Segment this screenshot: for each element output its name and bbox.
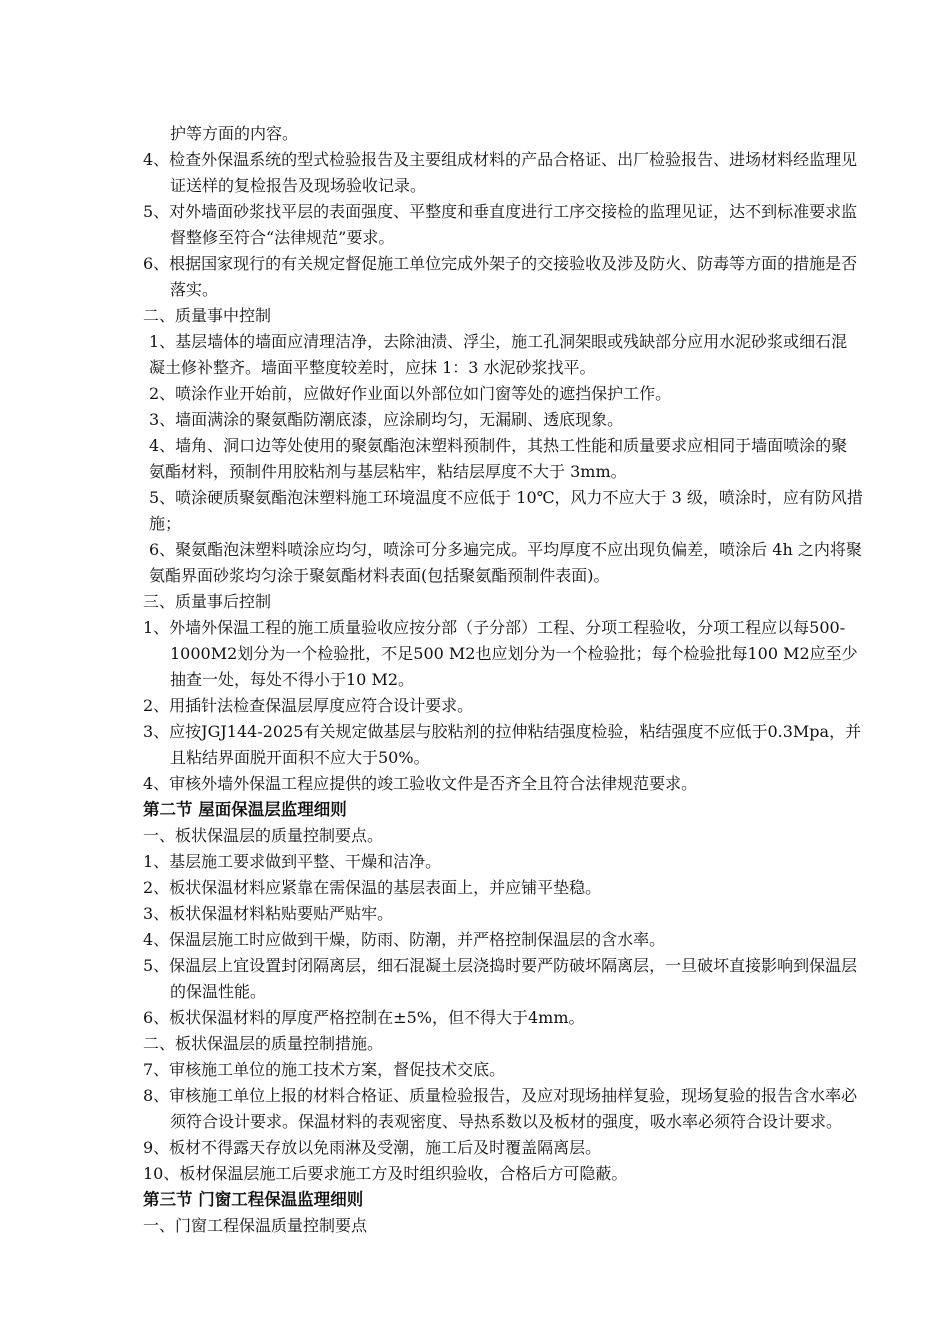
roof-item-4: 4、保温层施工时应做到干燥，防雨、防潮，并严格控制保温层的含水率。 [143,930,666,949]
list-item-3: 3、应按JGJ144-2025有关规定做基层与胶粘剂的拉伸粘结强度检验，粘结强度不应低于0.3Mpa，并且粘结界面脱开面积不应大于50%。 [143,722,862,767]
roof-item-9: 9、板材不得露天存放以免雨淋及受潮，施工后及时覆盖隔离层。 [143,1138,602,1157]
list-item-1: 1、外墙外保温工程的施工质量验收应按分部（子分部）工程、分项工程验收，分项工程应以每500-1000M2划分为一个检验批，不足500 M2也应划分为一个检验批；每个检验批每100 M2应至少抽查一处，每处不得小于10 M2。 [143,618,858,689]
document-page [143,121,863,1239]
paragraph-continuation: 护等方面的内容。 [170,124,299,143]
list-item-4: 4、检查外保温系统的型式检验报告及主要组成材料的产品合格证、出厂检验报告、进场材料经监理见证送样的复检报告及现场验收记录。 [143,150,858,195]
paragraph-item-4: 4、墙角、洞口边等处使用的聚氨酯泡沫塑料预制件，其热工性能和质量要求应相同于墙面喷涂的聚氨酯材料，预制件用胶粘剂与基层粘牢，粘结层厚度不大于 3mm。 [149,436,848,481]
roof-item-1: 1、基层施工要求做到平整、干燥和洁净。 [143,852,442,871]
subsection-heading-control-measures: 二、板状保温层的质量控制措施。 [143,1034,384,1053]
paragraph-item-6: 6、聚氨酯泡沫塑料喷涂应均匀，喷涂可分多遍完成。平均厚度不应出现负偏差，喷涂后 4h 之内将聚氨酯界面砂浆均匀涂于聚氨酯材料表面(包括聚氨酯预制件表面)。 [149,540,862,585]
section-heading-in-process-control: 二、质量事中控制 [143,306,272,325]
roof-item-7: 7、审核施工单位的施工技术方案，督促技术交底。 [143,1060,506,1079]
roof-item-3: 3、板状保温材料粘贴要贴严贴牢。 [143,904,394,923]
list-item-5: 5、对外墙面砂浆找平层的表面强度、平整度和垂直度进行工序交接检的监理见证，达不到标准要求监督整修至符合“法律规范”要求。 [143,202,858,247]
list-item-2: 2、用插针法检查保温层厚度应符合设计要求。 [143,696,474,715]
section-heading-post-control: 三、质量事后控制 [143,592,272,611]
section-title-roof: 第二节 屋面保温层监理细则 [143,800,347,819]
paragraph-item-2: 2、喷涂作业开始前，应做好作业面以外部位如门窗等处的遮挡保护工作。 [149,384,672,403]
subsection-heading-control-points: 一、板状保温层的质量控制要点。 [143,826,384,845]
paragraph-item-3: 3、墙面满涂的聚氨酯防潮底漆，应涂刷均匀，无漏刷、透底现象。 [149,410,624,429]
roof-item-10: 10、板材保温层施工后要求施工方及时组织验收，合格后方可隐蔽。 [143,1164,628,1183]
roof-item-6: 6、板状保温材料的厚度严格控制在±5%，但不得大于4mm。 [143,1008,585,1027]
roof-item-5: 5、保温层上宜设置封闭隔离层，细石混凝土层浇捣时要严防破坏隔离层，一旦破坏直接影响到保温层的保温性能。 [143,956,858,1001]
list-item-6: 6、根据国家现行的有关规定督促施工单位完成外架子的交接验收及涉及防火、防毒等方面的措施是否落实。 [143,254,858,299]
list-item-4b: 4、审核外墙外保温工程应提供的竣工验收文件是否齐全且符合法律规范要求。 [143,774,698,793]
paragraph-item-5: 5、喷涂硬质聚氨酯泡沫塑料施工环境温度不应低于 10℃，风力不应大于 3 级，喷涂时，应有防风措施； [149,488,863,533]
paragraph-item-1: 1、基层墙体的墙面应清理洁净，去除油渍、浮尘，施工孔洞架眼或残缺部分应用水泥砂浆或细石混凝土修补整齐。墙面平整度较差时，应抹 1：3 水泥砂浆找平。 [149,332,848,377]
section-title-doors-windows: 第三节 门窗工程保温监理细则 [143,1190,364,1209]
roof-item-2: 2、板状保温材料应紧靠在需保温的基层表面上，并应铺平垫稳。 [143,878,602,897]
subsection-heading-door-window: 一、门窗工程保温质量控制要点 [143,1216,368,1235]
roof-item-8: 8、审核施工单位上报的材料合格证、质量检验报告，及应对现场抽样复验，现场复验的报告含水率必须符合设计要求。保温材料的表观密度、导热系数以及板材的强度，吸水率必须符合设计要求。 [143,1086,858,1131]
